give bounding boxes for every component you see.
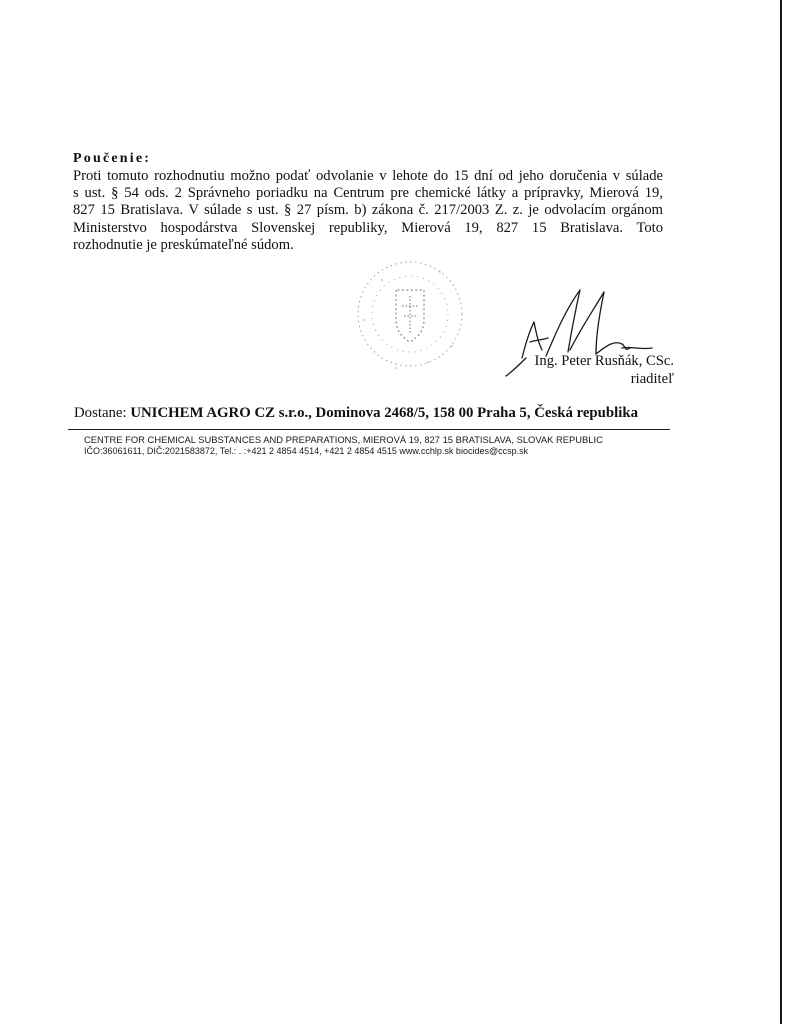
recipient-line bbox=[74, 404, 694, 422]
notice-line: Proti tomuto rozhodnutiu možno podať odvolanie v lehote do 15 dní od jeho doručenia v súlade bbox=[73, 168, 663, 184]
notice-line: s ust. § 54 ods. 2 Správneho poriadku na Centrum pre chemické látky a prípravky, Mierová 19, bbox=[73, 185, 663, 202]
footer-divider bbox=[68, 429, 670, 430]
recipient-value: UNICHEM AGRO CZ s.r.o., Dominova 2468/5, 158 00 Praha 5, Česká republika bbox=[130, 405, 638, 421]
footer-contact: IČO:36061611, DIČ:2021583872, Tel.: . :+421 2 4854 4514, +421 2 4854 4515 www.cchlp.sk biocides@ccsp.sk bbox=[84, 446, 529, 456]
notice-line: rozhodnutie je preskúmateľné súdom. bbox=[73, 236, 294, 253]
notice-section bbox=[73, 150, 663, 254]
notice-line: Ministerstvo hospodárstva Slovenskej republiky, Mierová 19, 827 15 Bratislava. Toto bbox=[73, 219, 663, 236]
notice-line: 827 15 Bratislava. V súlade s ust. § 27 písm. b) zákona č. 217/2003 Z. z. je odvolacím orgánom bbox=[73, 202, 663, 219]
notice-body bbox=[73, 168, 663, 254]
notice-heading: Poučenie: bbox=[73, 151, 152, 166]
page-edge-line bbox=[780, 0, 782, 1024]
official-stamp bbox=[352, 250, 472, 380]
signatory-title: riaditeľ bbox=[630, 371, 674, 387]
footer-address: CENTRE FOR CHEMICAL SUBSTANCES AND PREPARATIONS, MIEROVÁ 19, 827 15 BRATISLAVA, SLOVAK REPUBLIC bbox=[84, 434, 603, 445]
signatory-name: Ing. Peter Rusňák, CSc. bbox=[534, 353, 674, 369]
recipient-label: Dostane: bbox=[74, 405, 127, 421]
